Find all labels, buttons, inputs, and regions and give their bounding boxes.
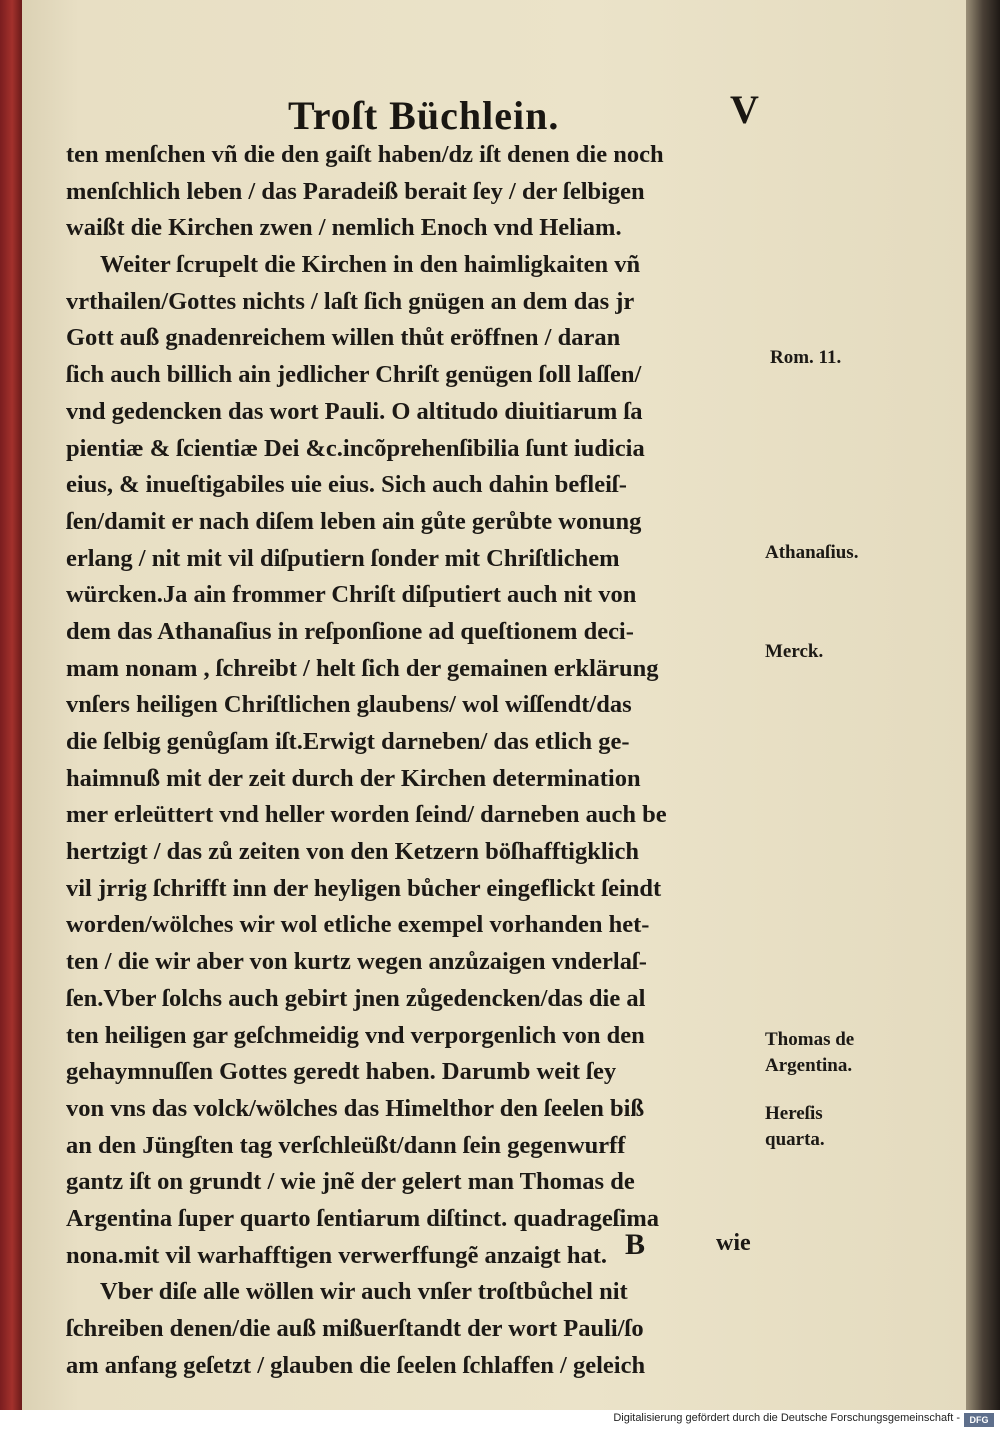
- text-line: am anfang geſetzt / glauben die ſeelen ſchlaffen / geleich: [66, 1351, 646, 1379]
- text-line: ſich auch billich ain jedlicher Chriſt genügen ſoll laſſen/: [66, 361, 642, 389]
- text-line: vrthailen/Gottes nichts / laſt ſich gnügen an dem das jr: [66, 287, 635, 315]
- footer-bar: [0, 1410, 1000, 1431]
- text-line: Weiter ſcrupelt die Kirchen in den haimligkaiten vñ: [100, 251, 641, 279]
- text-line: würcken.Ja ain frommer Chriſt diſputiert auch nit von: [66, 581, 637, 609]
- folio-number: V: [730, 87, 759, 132]
- margin-note-rom: Rom. 11.: [770, 347, 842, 368]
- text-line: ten menſchen vñ die den gaiſt haben/dz iſt denen die noch: [66, 141, 664, 168]
- margin-note-athanasius: Athanaſius.: [765, 542, 859, 563]
- dfg-logo: DFG: [964, 1413, 994, 1427]
- catchword: wie: [716, 1230, 751, 1256]
- text-line: Vber diſe alle wöllen wir auch vnſer troſtbůchel nit: [100, 1278, 628, 1306]
- text-line: haimnuß mit der zeit durch der Kirchen determination: [66, 764, 641, 792]
- text-line: ten heiligen gar geſchmeidig vnd verporgenlich von den: [66, 1021, 645, 1049]
- running-head: Troſt Büchlein.: [288, 93, 560, 138]
- margin-note-thomas-1: Thomas de: [765, 1029, 855, 1050]
- text-block: [66, 137, 766, 1384]
- margin-note-heresis-2: quarta.: [765, 1129, 825, 1150]
- text-line: Argentina ſuper quarto ſentiarum diſtinct. quadrageſima: [66, 1204, 660, 1232]
- margin-note-merck: Merck.: [765, 641, 824, 662]
- text-line: vnd gedencken das wort Pauli. O altitudo diuitiarum ſa: [66, 397, 643, 425]
- text-line: an den Jüngſten tag verſchleüßt/dann ſein gegenwurff: [66, 1131, 626, 1159]
- text-line: ten / die wir aber von kurtz wegen anzůzaigen vnderlaſ-: [66, 948, 647, 976]
- text-line: nona.mit vil warhafftigen verwerffungẽ anzaigt hat.: [66, 1241, 607, 1269]
- text-line: ſen/damit er nach diſem leben ain gůte gerůbte wonung: [66, 507, 642, 535]
- text-line: gantz iſt on grundt / wie jnẽ der gelert man Thomas de: [66, 1168, 635, 1196]
- text-line: ſen.Vber ſolchs auch gebirt jnen zůgedencken/das die al: [66, 984, 646, 1012]
- footer-credit: Digitalisierung gefördert durch die Deutsche Forschungsgemeinschaft -: [613, 1412, 960, 1424]
- text-line: mer erleüttert vnd heller worden ſeind/ darneben auch be: [66, 801, 667, 829]
- text-line: hertzigt / das zů zeiten von den Ketzern böſhafftigklich: [66, 838, 639, 866]
- text-line: dem das Athanaſius in reſponſione ad queſtionem deci-: [66, 617, 634, 645]
- text-line: von vns das volck/wölches das Himelthor den ſeelen biß: [66, 1094, 645, 1122]
- text-line: gehaymnuſſen Gottes geredt haben. Darumb weit ſey: [66, 1058, 617, 1086]
- margin-note-thomas-2: Argentina.: [765, 1055, 853, 1076]
- text-line: vnſers heiligen Chriſtlichen glaubens/ wol wiſſendt/das: [66, 691, 632, 719]
- text-line: eius, & inueſtigabiles uie eius. Sich auch dahin befleiſ-: [66, 471, 627, 499]
- text-line: mam nonam , ſchreibt / helt ſich der gemainen erklärung: [66, 654, 659, 682]
- text-line: Gott auß gnadenreichem willen thůt eröffnen / daran: [66, 324, 621, 352]
- text-line: die ſelbig genůgſam iſt.Erwigt darneben/ das etlich ge-: [66, 728, 630, 755]
- margin-note-heresis-1: Hereſis: [765, 1103, 823, 1124]
- page-gutter-shadow: [966, 0, 1000, 1410]
- text-line: erlang / nit mit vil diſputiern ſonder mit Chriſtlichem: [66, 544, 620, 572]
- text-line: ſchreiben denen/die auß mißuerſtandt der wort Pauli/ſo: [66, 1315, 644, 1342]
- text-line: menſchlich leben / das Paradeiß berait ſey / der ſelbigen: [66, 177, 645, 205]
- signature-mark: B: [625, 1228, 646, 1261]
- text-line: vil jrrig ſchrifft inn der heyligen bůcher eingeflickt ſeindt: [66, 874, 662, 902]
- book-binding-edge: [0, 0, 22, 1410]
- text-line: pientiæ & ſcientiæ Dei &c.incõprehenſibilia ſunt iudicia: [66, 434, 645, 462]
- text-line: waißt die Kirchen zwen / nemlich Enoch vnd Heliam.: [66, 214, 622, 242]
- text-line: worden/wölches wir wol etliche exempel vorhanden het-: [66, 911, 650, 939]
